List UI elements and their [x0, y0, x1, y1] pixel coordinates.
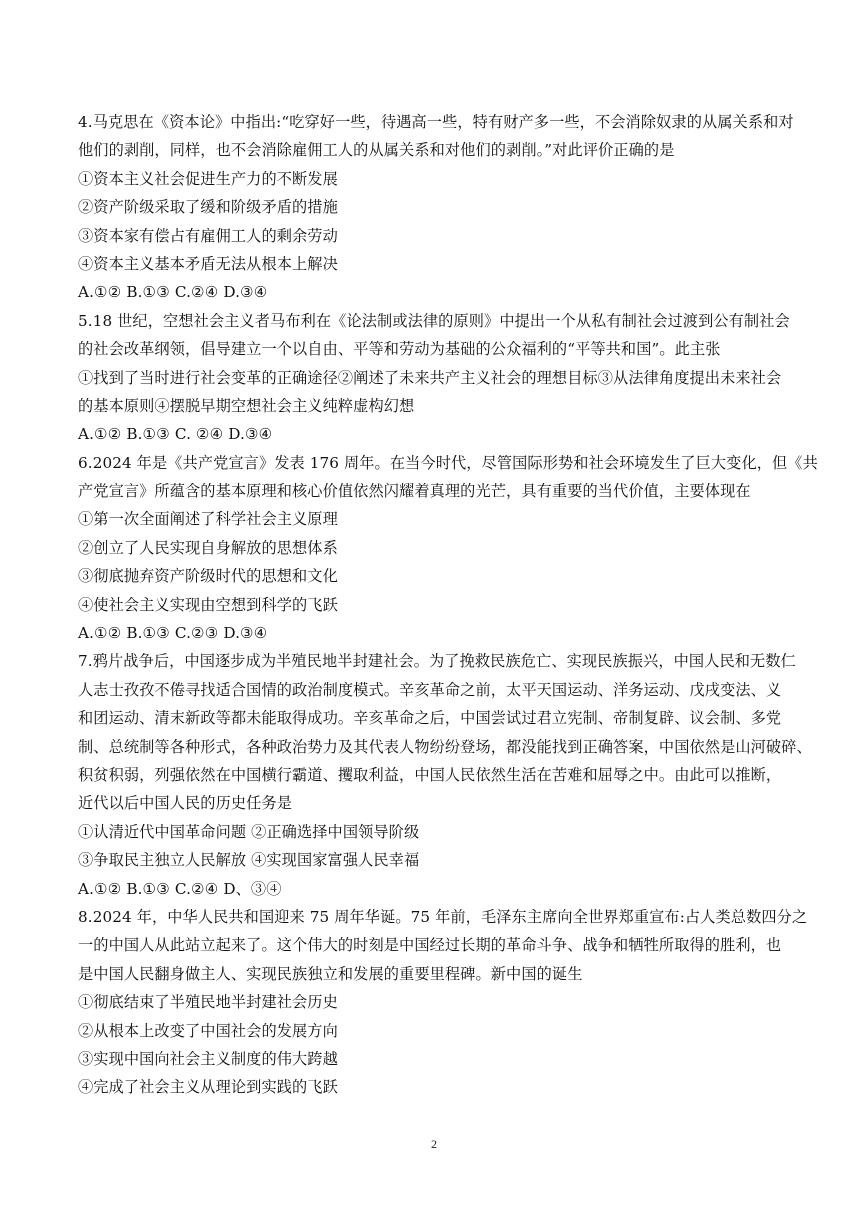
question-stem-line: 5.18 世纪，空想社会主义者马布利在《论法制或法律的原则》中提出一个从私有制社会过渡到公有制社会	[78, 311, 790, 330]
question-stem-line: 4.马克思在《资本论》中指出:“吃穿好一些，待遇高一些，特有财产多一些，不会消除奴隶的从属关系和对	[78, 113, 794, 131]
answer-choices: A.①② B.①③ C.②③ D.③④	[78, 624, 268, 643]
page-number: 2	[431, 1137, 437, 1151]
question-8	[78, 903, 808, 1102]
question-stem-line: 的社会改革纲领，倡导建立一个以自由、平等和劳动为基础的公众福利的“平等共和国”。此主张	[78, 340, 721, 359]
question-stem-line: 近代以后中国人民的历史任务是	[78, 794, 293, 813]
option-line: ②资产阶级采取了缓和阶级矛盾的措施	[78, 198, 338, 217]
question-stem-line: 积贫积弱，列强依然在中国横行霸道、攫取利益，中国人民依然生活在苦难和屈辱之中。由此可以推断，	[78, 765, 782, 784]
option-line: ①彻底结束了半殖民地半封建社会历史	[78, 993, 338, 1012]
option-line: 的基本原则④摆脱早期空想社会主义纯粹虚构幻想	[78, 396, 415, 415]
question-stem-line: 产党宣言》所蕴含的基本原理和核心价值依然闪耀着真理的光芒，具有重要的当代价值，主要体现在	[78, 482, 751, 501]
option-line: ①资本主义社会促进生产力的不断发展	[78, 169, 338, 188]
option-line: ①找到了当时进行社会变革的正确途径②阐述了未来共产主义社会的理想目标③从法律角度提出未来社会	[78, 368, 782, 387]
answer-choices: A.①② B.①③ C.②④ D.③④	[78, 283, 268, 302]
question-stem-line: 7.鸦片战争后，中国逐步成为半殖民地半封建社会。为了挽救民族危亡、实现民族振兴，中国人民和无数仁	[78, 652, 796, 671]
question-stem-line: 和团运动、清末新政等都未能取得成功。辛亥革命之后，中国尝试过君立宪制、帝制复辟、议会制、多党	[78, 709, 782, 728]
option-line: ③资本家有偿占有雇佣工人的剩余劳动	[78, 226, 338, 245]
answer-choices: A.①② B.①③ C. ②④ D.③④	[78, 425, 273, 444]
option-line: ③实现中国向社会主义制度的伟大跨越	[78, 1049, 338, 1068]
option-line: ④使社会主义实现由空想到科学的飞跃	[78, 595, 338, 614]
option-line: ①认清近代中国革命问题 ②正确选择中国领导阶级	[78, 822, 420, 841]
question-7	[78, 647, 812, 903]
question-stem-line: 是中国人民翻身做主人、实现民族独立和发展的重要里程碑。新中国的诞生	[78, 964, 583, 983]
option-line: ④完成了社会主义从理论到实践的飞跃	[78, 1078, 338, 1097]
option-line: ③争取民主独立人民解放 ④实现国家富强人民幸福	[78, 851, 420, 870]
question-stem-line: 8.2024 年，中华人民共和国迎来 75 周年华诞。75 年前，毛泽东主席向全世界郑重宣布:占人类总数四分之	[78, 907, 808, 926]
question-6	[78, 449, 818, 648]
question-stem-line: 他们的剥削，同样，也不会消除雇佣工人的从属关系和对他们的剥削。”对此评价正确的是	[78, 141, 675, 160]
question-stem-line: 人志士孜孜不倦寻找适合国情的政治制度模式。辛亥革命之前，太平天国运动、洋务运动、戊戌变法、义	[78, 680, 782, 699]
option-line: ③彻底抛弃资产阶级时代的思想和文化	[78, 567, 338, 586]
question-list	[78, 108, 818, 1102]
option-line: ②从根本上改变了中国社会的发展方向	[78, 1021, 338, 1040]
answer-choices: A.①② B.①③ C.②④ D、③④	[78, 879, 282, 898]
question-stem-line: 制、总统制等各种形式，各种政治势力及其代表人物纷纷登场，都没能找到正确答案，中国依然是山河破碎、	[78, 737, 812, 756]
option-line: ②创立了人民实现自身解放的思想体系	[78, 538, 338, 557]
question-stem-line: 6.2024 年是《共产党宣言》发表 176 周年。在当今时代，尽管国际形势和社会环境发生了巨大变化，但《共	[78, 453, 818, 472]
question-stem-line: 一的中国人从此站立起来了。这个伟大的时刻是中国经过长期的革命斗争、战争和牺牲所取得的胜利，也	[78, 936, 782, 955]
option-line: ④资本主义基本矛盾无法从根本上解决	[78, 254, 338, 273]
question-5	[78, 307, 790, 449]
question-4	[78, 108, 794, 307]
option-line: ①第一次全面阐述了科学社会主义原理	[78, 510, 338, 529]
